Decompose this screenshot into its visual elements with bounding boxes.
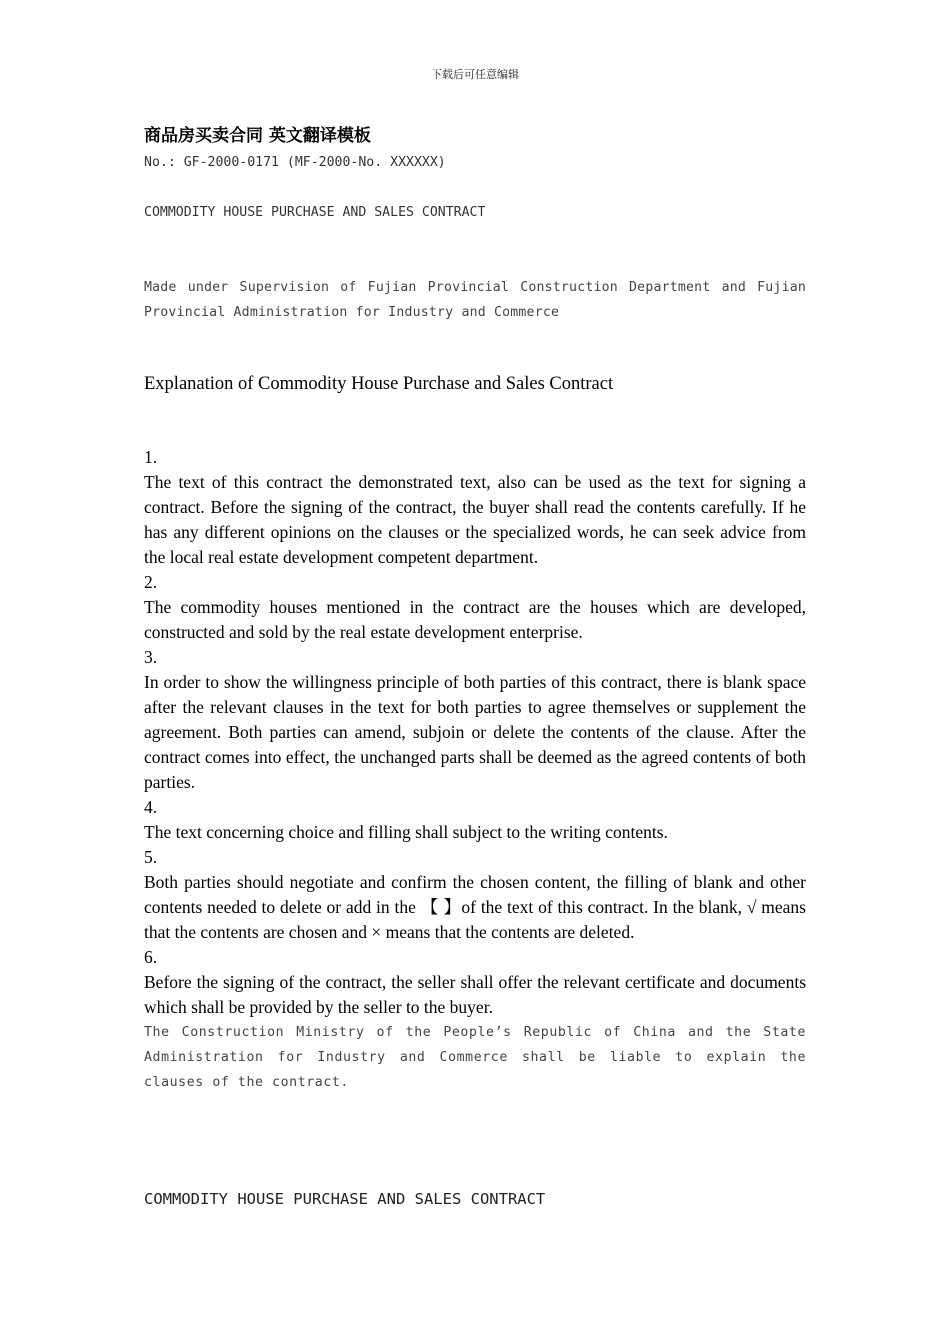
item-text: In order to show the willingness principle of both parties of this contract, there is blank space after the relevant clauses in the text for both parties to agree themselves or supplement the agreement. Both parties can amend, subjoin or delete the contents of the clause. After the contract comes into effect, the unchanged parts shall be deemed as the agreed contents of both parties. <box>144 672 806 792</box>
contract-number: No.: GF-2000-0171 (MF-2000-No. XXXXXX) <box>144 155 446 170</box>
item-text: The text of this contract the demonstrated text, also can be used as the text for signing a contract. Before the signing of the contract, the buyer shall read the contents carefully. If he has any different opinions on the clauses or the specialized words, he can seek advice from the local real estate development competent department. <box>144 472 806 567</box>
contract-title-bottom: COMMODITY HOUSE PURCHASE AND SALES CONTRACT <box>144 1190 546 1208</box>
item-text: The commodity houses mentioned in the contract are the houses which are developed, constructed and sold by the real estate development enterprise. <box>144 597 806 642</box>
list-item <box>144 445 806 570</box>
list-item <box>144 795 806 845</box>
item-number: 5. <box>144 847 158 867</box>
item-number: 6. <box>144 947 158 967</box>
contract-title-upper: COMMODITY HOUSE PURCHASE AND SALES CONTRACT <box>144 205 486 220</box>
explanation-title: Explanation of Commodity House Purchase and Sales Contract <box>144 374 614 394</box>
item-text: Both parties should negotiate and confirm the chosen content, the filling of blank and other contents needed to delete or add in the 【 】of the text of this contract. In the blank, √ means that the contents are chosen and × means that the contents are deleted. <box>144 872 806 942</box>
item-number: 4. <box>144 797 158 817</box>
item-text: The text concerning choice and filling shall subject to the writing contents. <box>144 822 668 842</box>
closing-statement: The Construction Ministry of the People’s Republic of China and the State Administration for Industry and Commerce shall be liable to explain the clauses of the contract. <box>144 1025 806 1090</box>
item-number: 3. <box>144 647 158 667</box>
list-item <box>144 945 806 1020</box>
explanation-list <box>144 445 806 1020</box>
header-note: 下载后可任意编辑 <box>431 68 519 81</box>
chinese-title: 商品房买卖合同 英文翻译模板 <box>144 126 371 146</box>
item-number: 1. <box>144 447 158 467</box>
document-body <box>144 124 806 1095</box>
supervision-statement: Made under Supervision of Fujian Provincial Construction Department and Fujian Provincial Administration for Industry and Commerce <box>144 280 806 320</box>
list-item <box>144 645 806 795</box>
list-item <box>144 845 806 945</box>
list-item <box>144 570 806 645</box>
item-text: Before the signing of the contract, the seller shall offer the relevant certificate and documents which shall be provided by the seller to the buyer. <box>144 972 806 1017</box>
item-number: 2. <box>144 572 158 592</box>
